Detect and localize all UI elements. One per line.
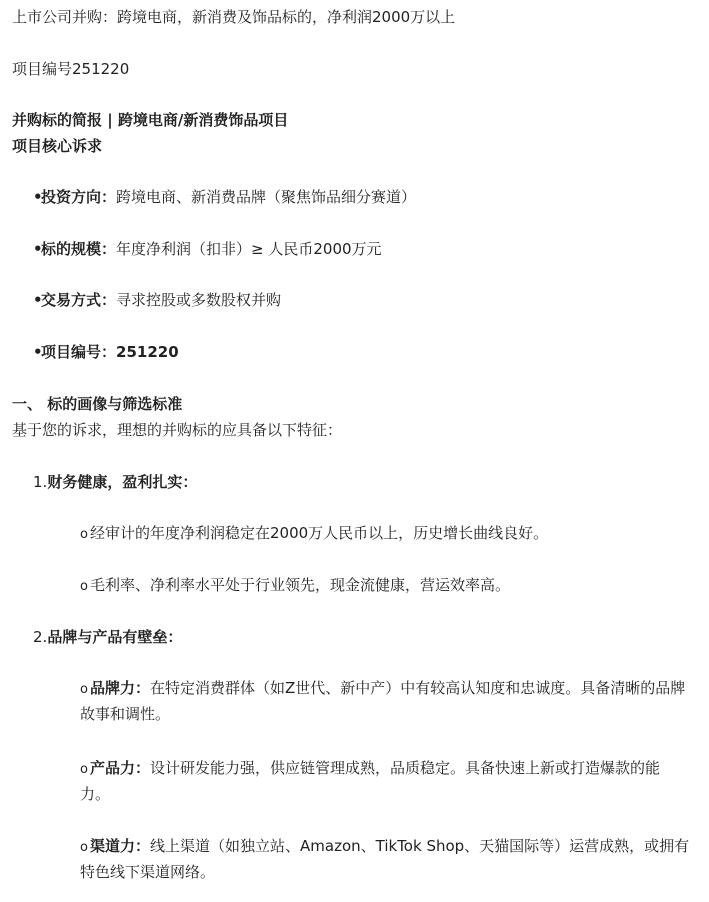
core-title: 项目核心诉求 — [12, 137, 103, 155]
circle-bullet-icon: o — [80, 527, 88, 542]
criterion-heading — [33, 625, 182, 649]
bullet-icon: • — [33, 343, 43, 361]
criterion-item — [80, 834, 690, 884]
criterion-item — [80, 521, 548, 547]
section-title: 一、 标的画像与筛选标准 — [12, 395, 183, 413]
criterion-item-label: 渠道力： — [90, 837, 151, 855]
circle-bullet-icon: o — [80, 762, 88, 777]
core-item-label: 标的规模： — [41, 240, 117, 258]
core-item-text: 251220 — [116, 343, 179, 361]
criterion-heading — [33, 470, 197, 494]
core-item — [33, 185, 416, 209]
document-title: 上市公司并购：跨境电商，新消费及饰品标的，净利润2000万以上 — [12, 8, 456, 26]
core-item-text: 寻求控股或多数股权并购 — [116, 291, 282, 309]
project-number-line: 项目编号251220 — [12, 60, 130, 78]
criterion-item-text: 毛利率、净利率水平处于行业领先，现金流健康，营运效率高。 — [90, 576, 511, 594]
criterion-item-text: 经审计的年度净利润稳定在2000万人民币以上，历史增长曲线良好。 — [90, 524, 549, 542]
core-item — [33, 237, 382, 261]
criterion-item — [80, 676, 690, 726]
core-item — [33, 288, 281, 312]
criterion-title: 财务健康，盈利扎实： — [47, 473, 198, 491]
criterion-item-label: 品牌力： — [90, 679, 151, 697]
criterion-number: 1. — [33, 473, 48, 491]
criterion-item-text: 在特定消费群体（如Z世代、新中产）中有较高认知度和忠诚度。具备清晰的品牌故事和调性。 — [80, 679, 686, 723]
core-item-text: 跨境电商、新消费品牌（聚焦饰品细分赛道） — [116, 188, 417, 206]
core-item — [33, 340, 179, 364]
circle-bullet-icon: o — [80, 840, 88, 855]
criterion-item-label: 产品力： — [90, 759, 151, 777]
criterion-item — [80, 756, 690, 806]
criterion-number: 2. — [33, 628, 48, 646]
criterion-item — [80, 573, 510, 599]
circle-bullet-icon: o — [80, 682, 88, 697]
core-item-text: 年度净利润（扣非）≥ 人民币2000万元 — [116, 240, 382, 258]
bullet-icon: • — [33, 188, 43, 206]
core-item-label: 项目编号： — [41, 343, 117, 361]
core-item-label: 投资方向： — [41, 188, 117, 206]
criterion-title: 品牌与产品有壁垒： — [47, 628, 183, 646]
criterion-item-text: 设计研发能力强，供应链管理成熟，品质稳定。具备快速上新或打造爆款的能力。 — [80, 759, 661, 803]
bullet-icon: • — [33, 291, 43, 309]
circle-bullet-icon: o — [80, 579, 88, 594]
section-intro: 基于您的诉求，理想的并购标的应具备以下特征： — [12, 421, 343, 439]
brief-title: 并购标的简报 | 跨境电商/新消费饰品项目 — [12, 111, 289, 129]
core-item-label: 交易方式： — [41, 291, 117, 309]
criterion-item-text: 线上渠道（如独立站、Amazon、TikTok Shop、天猫国际等）运营成熟，或拥有特色线下渠道网络。 — [80, 837, 690, 881]
bullet-icon: • — [33, 240, 43, 258]
